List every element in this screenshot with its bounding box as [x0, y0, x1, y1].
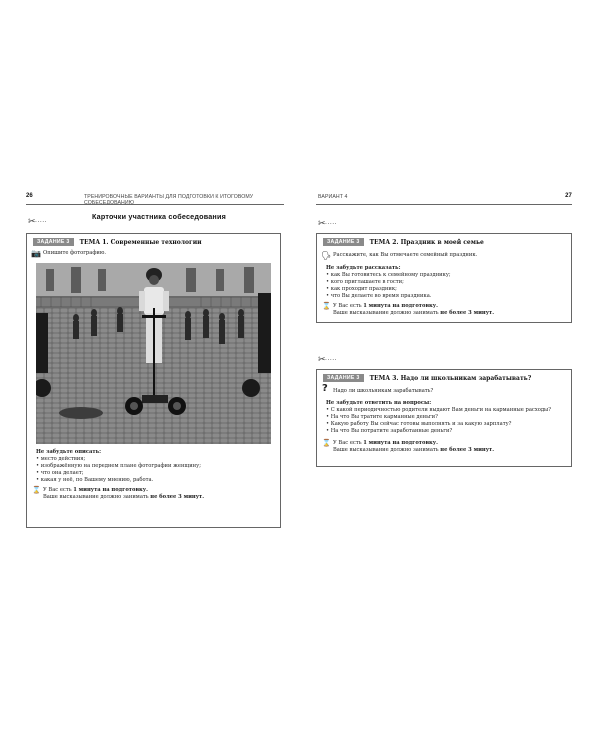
speech-icon: 🗣: [321, 251, 332, 260]
topic-title: ТЕМА 1. Современные технологии: [79, 238, 202, 246]
card-instruction: Опишите фотографию.: [43, 250, 107, 256]
reminder-item: • как проходит праздник;: [326, 286, 397, 292]
card-header: [33, 238, 202, 246]
section-title: Карточки участника собеседования: [92, 212, 226, 221]
task-card-topic-2: [316, 233, 572, 323]
answer-time: Ваше высказывание должно занимать не более 3 минут.: [333, 447, 495, 453]
reminder-item: • что она делает;: [36, 470, 84, 476]
reminder-item: • На что Вы тратите карманные деньги?: [326, 414, 438, 420]
left-running-head-text: ТРЕНИРОВОЧНЫЕ ВАРИАНТЫ ДЛЯ ПОДГОТОВКИ К ИТОГОВОМУ СОБЕСЕДОВАНИЮ: [84, 194, 254, 206]
camera-icon: 📷: [31, 249, 41, 258]
reminder-item: • место действия;: [36, 456, 86, 462]
left-page-number: 26: [26, 193, 33, 199]
reminder-item: • какая у неё, по Вашему мнению, работа.: [36, 477, 154, 483]
task-badge: ЗАДАНИЕ 3: [323, 374, 364, 382]
left-running-head: [26, 193, 284, 206]
reminder-title: Не забудьте ответить на вопросы:: [326, 400, 432, 406]
segway-photo: [36, 263, 271, 444]
card-header: [323, 238, 484, 246]
hourglass-icon: ⌛: [322, 302, 331, 310]
reminder-title: Не забудьте рассказать:: [326, 265, 401, 271]
reminder-item: • Какую работу Вы сейчас готовы выполнять и за какую зарплату?: [326, 421, 512, 427]
book-spread: [26, 193, 576, 528]
card-instruction: Расскажите, как Вы отмечаете семейный праздник.: [333, 252, 478, 258]
reminder-item: • На что Вы потратите заработанные деньги?: [326, 428, 453, 434]
card-header: [323, 374, 531, 382]
topic-title: ТЕМА 2. Праздник в моей семье: [369, 238, 484, 246]
left-header-rule: [26, 204, 284, 205]
right-header-rule: [316, 204, 572, 205]
prep-time: У Вас есть 1 минута на подготовку.: [333, 303, 438, 309]
prep-time: У Вас есть 1 минута на подготовку.: [333, 440, 438, 446]
reminder-item: • что Вы делаете во время праздника.: [326, 293, 432, 299]
scissors-icon: ✂·····: [28, 217, 48, 227]
question-icon: ?: [322, 383, 328, 394]
answer-time: Ваше высказывание должно занимать не более 3 минут.: [333, 310, 495, 316]
task-card-topic-1: [26, 233, 281, 528]
card-instruction: Надо ли школьникам зарабатывать?: [333, 388, 434, 394]
task-badge: ЗАДАНИЕ 3: [323, 238, 364, 246]
right-page-number: 27: [565, 193, 572, 199]
reminder-item: • изображённую на переднем плане фотографии женщину;: [36, 463, 201, 469]
hourglass-icon: ⌛: [32, 486, 41, 494]
topic-title: ТЕМА 3. Надо ли школьникам зарабатывать?: [369, 374, 532, 382]
hourglass-icon: ⌛: [322, 439, 331, 447]
scissors-icon: ✂·····: [318, 355, 338, 365]
reminder-item: • кого приглашаете в гости;: [326, 279, 404, 285]
reminder-title: Не забудьте описать:: [36, 449, 102, 455]
reminder-item: • как Вы готовитесь к семейному празднику;: [326, 272, 451, 278]
task-card-topic-3: [316, 369, 572, 467]
photo-illustration: [36, 263, 271, 444]
task-badge: ЗАДАНИЕ 3: [33, 238, 74, 246]
right-running-head-text: ВАРИАНТ 4: [318, 194, 348, 200]
scissors-icon: ✂·····: [318, 219, 338, 229]
answer-time: Ваше высказывание должно занимать не более 3 минут.: [43, 494, 205, 500]
right-running-head: [316, 193, 572, 203]
prep-time: У Вас есть 1 минута на подготовку.: [43, 487, 148, 493]
reminder-item: • С какой периодичностью родители выдают Вам деньги на карманные расходы?: [326, 407, 551, 413]
